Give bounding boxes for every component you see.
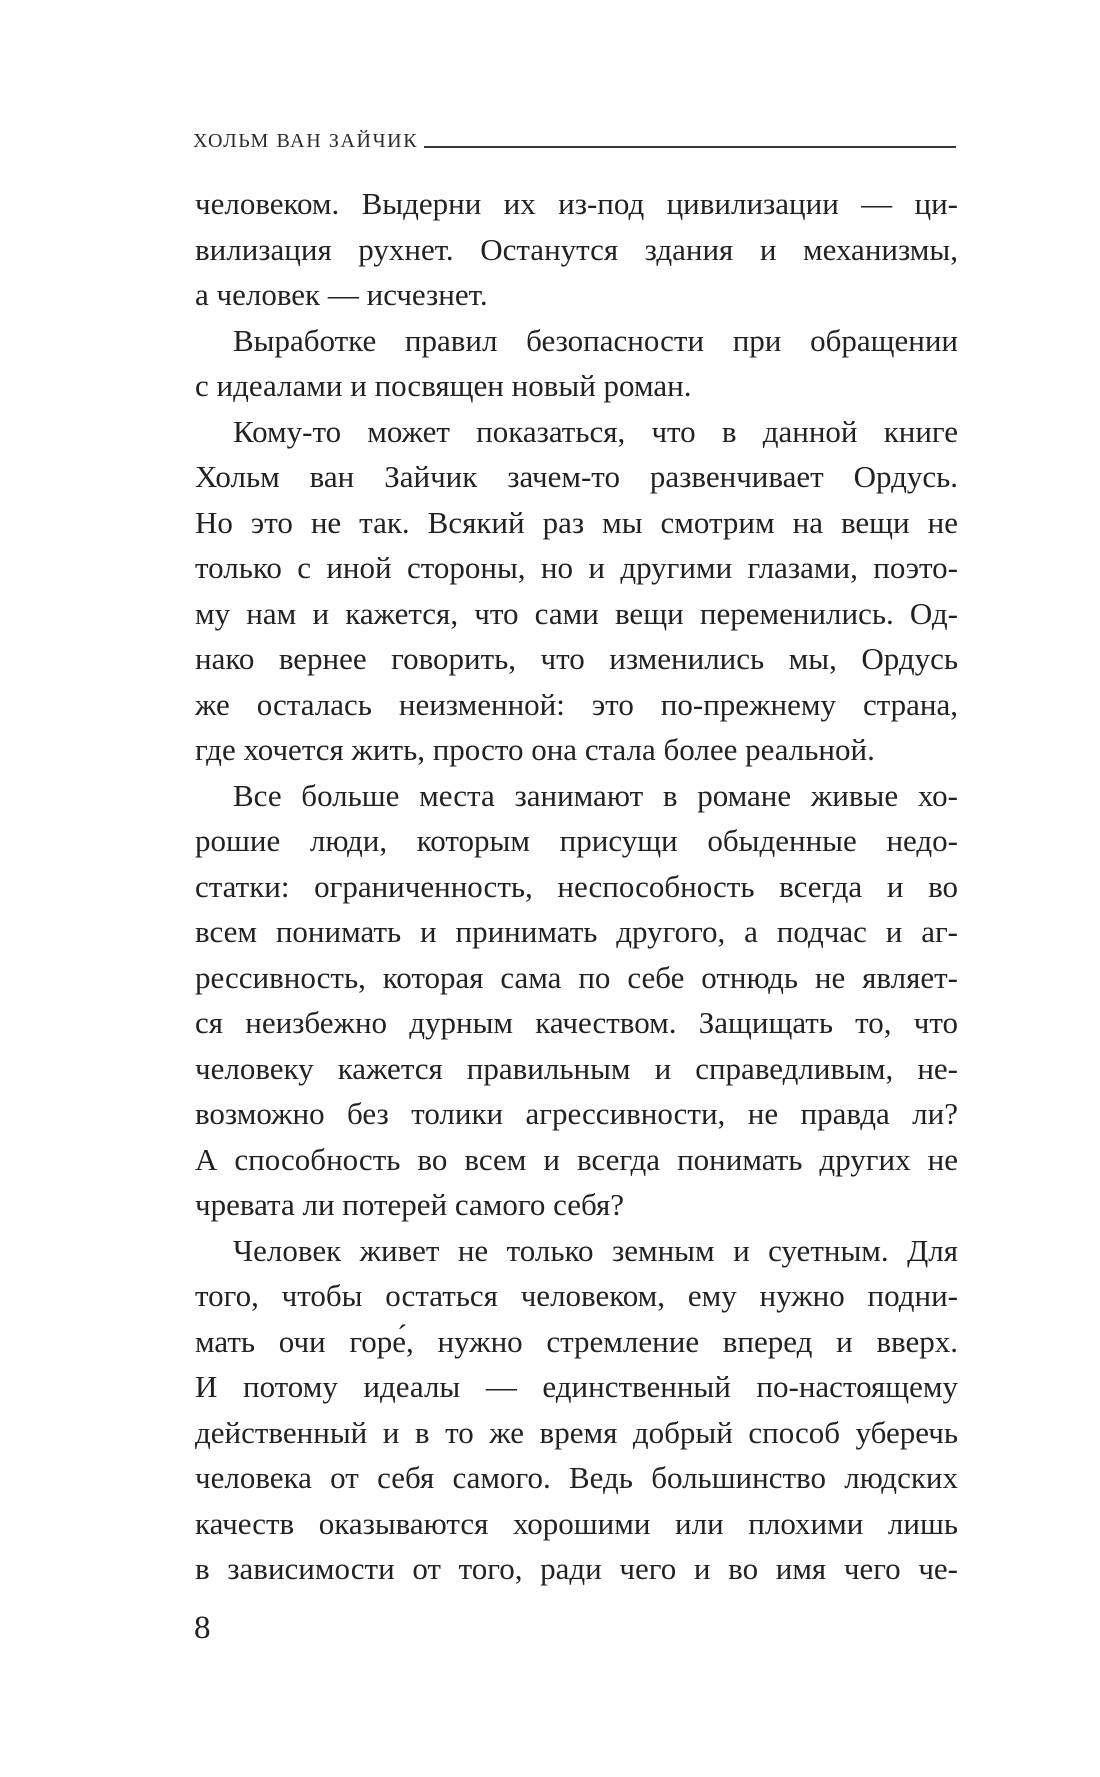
- text-line: статки: ограниченность, неспособность всегда и во: [195, 868, 958, 904]
- text-line: А способность во всем и всегда понимать других не: [195, 1141, 958, 1177]
- running-head-rule: [424, 146, 956, 148]
- paragraph: [195, 409, 958, 773]
- text-line: человеку кажется правильным и справедливым, не-: [195, 1050, 958, 1086]
- text-line: Но это не так. Всякий раз мы смотрим на вещи не: [195, 504, 958, 540]
- text-line: И потому идеалы — единственный по-настоящему: [195, 1369, 958, 1404]
- text-line: человеком. Выдерни их из-под цивилизации — ци-: [195, 186, 958, 221]
- text-line: рессивность, которая сама по себе отнюдь не являет-: [195, 959, 958, 995]
- text-line: с идеалами и посвящен новый роман.: [195, 368, 692, 403]
- text-line: чревата ли потерей самого себя?: [195, 1187, 624, 1222]
- text-line: му нам и кажется, что сами вещи переменились. Од-: [195, 595, 958, 631]
- text-line: нако вернее говорить, что изменились мы, Ордусь: [195, 641, 958, 676]
- page-number: 8: [194, 1610, 211, 1646]
- text-line: действенный и в то же время добрый способ уберечь: [195, 1414, 958, 1450]
- text-line: где хочется жить, просто она стала более реальной.: [195, 732, 875, 767]
- text-line: а человек — исчезнет.: [195, 277, 488, 312]
- text-line: вилизация рухнет. Останутся здания и механизмы,: [195, 231, 958, 267]
- text-line: человека от себя самого. Ведь большинство людских: [195, 1460, 958, 1495]
- text-line: всем понимать и принимать другого, а подчас и аг-: [195, 914, 958, 949]
- paragraph: [195, 1228, 958, 1592]
- text-line: ся неизбежно дурным качеством. Защищать то, что: [195, 1005, 958, 1040]
- text-line: только с иной стороны, но и другими глазами, поэто-: [195, 550, 958, 585]
- text-line: мать очи горе́, нужно стремление вперед и вверх.: [195, 1323, 958, 1359]
- paragraph: [195, 773, 958, 1228]
- text-line: возможно без толики агрессивности, не правда ли?: [195, 1096, 958, 1131]
- paragraph: [195, 318, 958, 409]
- text-line: Хольм ван Зайчик зачем-то развенчивает Ордусь.: [195, 459, 958, 494]
- text-line: рошие люди, которым присущи обыденные недо-: [195, 823, 958, 858]
- text-line: же осталась неизменной: это по-прежнему страна,: [195, 686, 958, 722]
- text-line: того, чтобы остаться человеком, ему нужно подни-: [195, 1278, 958, 1313]
- text-line: Все больше места занимают в романе живые хо-: [233, 777, 958, 813]
- running-head-author: ХОЛЬМ ВАН ЗАЙЧИК: [193, 130, 419, 152]
- text-line: Выработке правил безопасности при обращении: [233, 322, 958, 358]
- text-line: качеств оказываются хорошими или плохими лишь: [195, 1505, 958, 1541]
- text-line: Кому-то может показаться, что в данной книге: [233, 413, 958, 449]
- text-line: в зависимости от того, ради чего и во имя чего че-: [195, 1551, 958, 1586]
- paragraph: [195, 181, 958, 318]
- body-text: [195, 181, 958, 1592]
- running-head: [193, 126, 956, 152]
- text-line: Человек живет не только земным и суетным. Для: [233, 1232, 958, 1268]
